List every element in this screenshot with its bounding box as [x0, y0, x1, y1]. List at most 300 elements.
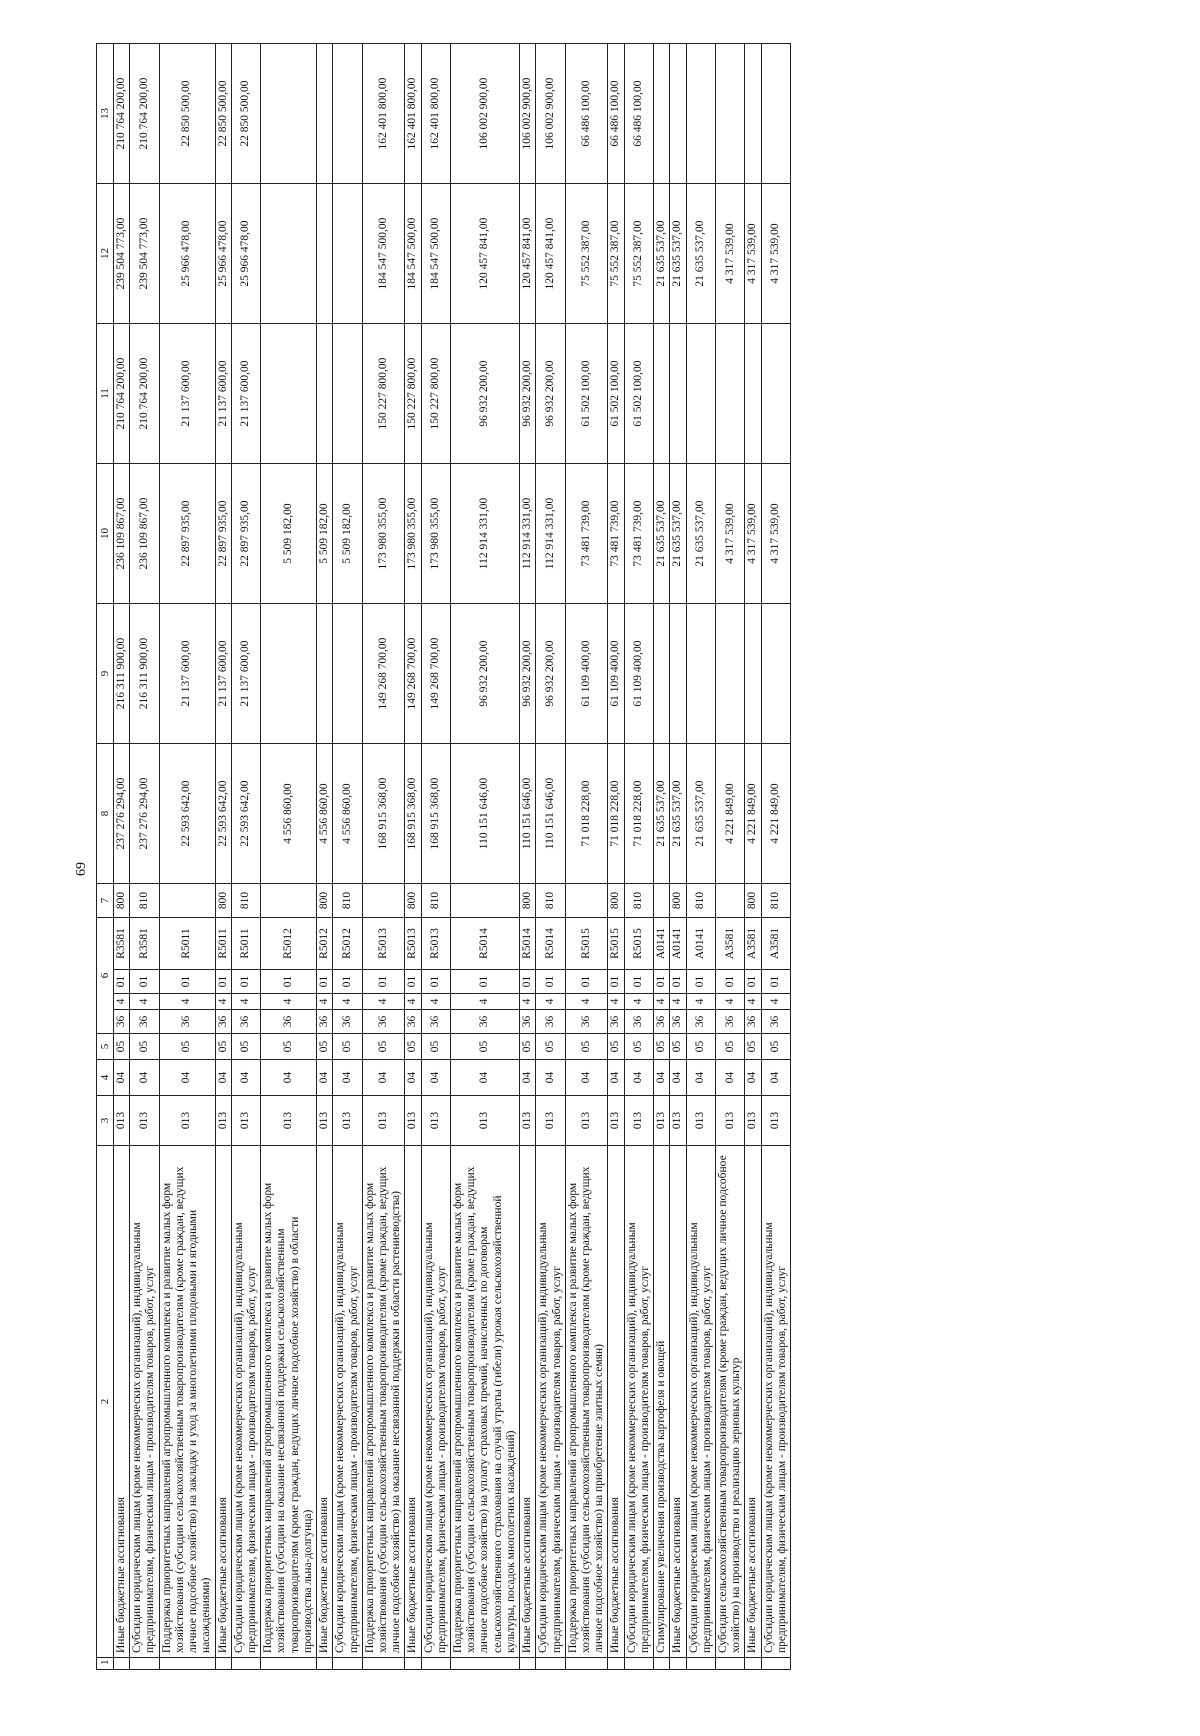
cell-c7 [654, 884, 670, 918]
cell-c3: 013 [261, 1096, 317, 1146]
cell-c10: 21 635 537,00 [654, 464, 670, 604]
table-row [451, 44, 520, 1670]
cell-c4: 04 [686, 1060, 715, 1096]
cell-c5: 05 [215, 1034, 231, 1060]
cell-c10: 73 481 739,00 [608, 464, 624, 604]
row-marker-cell [317, 1658, 333, 1670]
cell-p4: R5015 [608, 918, 624, 970]
row-description: Иные бюджетные ассигнования [317, 1146, 333, 1658]
header-cell-3: 3 [97, 1096, 114, 1146]
cell-c13: 22 850 500,00 [231, 44, 260, 184]
row-description: Субсидии юридическим лицам (кроме некоммерческих организаций), индивидуальным предпринимателям, физическим лицам - производителям товаров, работ, услуг [231, 1146, 260, 1658]
cell-c8: 21 635 537,00 [670, 744, 686, 884]
cell-c13 [686, 44, 715, 184]
cell-p1: 36 [624, 1010, 653, 1034]
cell-c10: 4 317 539,00 [745, 464, 761, 604]
row-marker-cell [536, 1658, 565, 1670]
table-row [362, 44, 405, 1670]
cell-c3: 013 [670, 1096, 686, 1146]
cell-p4: R5012 [333, 918, 362, 970]
cell-p1: 36 [745, 1010, 761, 1034]
cell-c5: 05 [231, 1034, 260, 1060]
cell-c13: 162 401 800,00 [405, 44, 421, 184]
cell-c4: 04 [565, 1060, 608, 1096]
cell-c11 [761, 324, 790, 464]
cell-p1: 36 [761, 1010, 790, 1034]
cell-p1: 36 [130, 1010, 159, 1034]
cell-c9: 61 109 400,00 [608, 604, 624, 744]
row-marker-cell [565, 1658, 608, 1670]
cell-c12: 120 457 841,00 [520, 184, 536, 324]
cell-c12: 25 966 478,00 [215, 184, 231, 324]
header-cell-6: 6 [97, 918, 114, 1034]
row-description: Субсидии юридическим лицам (кроме некоммерческих организаций), индивидуальным предпринимателям, физическим лицам - производителям товаров, работ, услуг [686, 1146, 715, 1658]
cell-c13 [261, 44, 317, 184]
row-marker-cell [261, 1658, 317, 1670]
cell-p3: 01 [317, 970, 333, 994]
cell-c7 [451, 884, 520, 918]
cell-c5: 05 [536, 1034, 565, 1060]
cell-c10: 22 897 935,00 [231, 464, 260, 604]
cell-p3: 01 [114, 970, 130, 994]
cell-c4: 04 [745, 1060, 761, 1096]
cell-c12: 21 635 537,00 [654, 184, 670, 324]
cell-p1: 36 [686, 1010, 715, 1034]
cell-p1: 36 [333, 1010, 362, 1034]
table-row [215, 44, 231, 1670]
cell-c7: 800 [215, 884, 231, 918]
cell-p2: 4 [520, 994, 536, 1010]
cell-p3: 01 [624, 970, 653, 994]
cell-c7: 800 [405, 884, 421, 918]
cell-c4: 04 [654, 1060, 670, 1096]
cell-c12: 75 552 387,00 [608, 184, 624, 324]
cell-c10: 5 509 182,00 [317, 464, 333, 604]
cell-c13 [654, 44, 670, 184]
cell-c10: 73 481 739,00 [565, 464, 608, 604]
row-marker-cell [715, 1658, 744, 1670]
cell-p2: 4 [333, 994, 362, 1010]
row-description: Иные бюджетные ассигнования [670, 1146, 686, 1658]
cell-c11: 150 227 800,00 [362, 324, 405, 464]
cell-c9: 216 311 900,00 [130, 604, 159, 744]
table-row [654, 44, 670, 1670]
row-description: Субсидии юридическим лицам (кроме некоммерческих организаций), индивидуальным предпринимателям, физическим лицам - производителям товаров, работ, услуг [624, 1146, 653, 1658]
cell-c12: 184 547 500,00 [405, 184, 421, 324]
cell-p3: 01 [451, 970, 520, 994]
cell-c11: 61 502 100,00 [565, 324, 608, 464]
cell-c12 [261, 184, 317, 324]
cell-c7: 800 [745, 884, 761, 918]
table-row [624, 44, 653, 1670]
cell-c5: 05 [261, 1034, 317, 1060]
cell-c10: 173 980 355,00 [405, 464, 421, 604]
cell-c13: 66 486 100,00 [608, 44, 624, 184]
header-cell-9: 9 [97, 604, 114, 744]
cell-c12: 184 547 500,00 [362, 184, 405, 324]
cell-p3: 01 [231, 970, 260, 994]
table-row [715, 44, 744, 1670]
cell-c13 [333, 44, 362, 184]
cell-c3: 013 [654, 1096, 670, 1146]
row-description: Иные бюджетные ассигнования [745, 1146, 761, 1658]
budget-table [96, 43, 791, 1670]
cell-c5: 05 [608, 1034, 624, 1060]
cell-c4: 04 [405, 1060, 421, 1096]
cell-c8: 71 018 228,00 [624, 744, 653, 884]
table-row [520, 44, 536, 1670]
cell-p4: R3581 [114, 918, 130, 970]
cell-c5: 05 [624, 1034, 653, 1060]
row-marker-cell [333, 1658, 362, 1670]
row-marker-cell [761, 1658, 790, 1670]
cell-p4: R5013 [405, 918, 421, 970]
header-cell-8: 8 [97, 744, 114, 884]
table-row [405, 44, 421, 1670]
cell-c4: 04 [451, 1060, 520, 1096]
cell-p1: 36 [565, 1010, 608, 1034]
cell-c12: 4 317 539,00 [745, 184, 761, 324]
cell-c11 [261, 324, 317, 464]
cell-p1: 36 [159, 1010, 215, 1034]
cell-c8: 110 151 646,00 [536, 744, 565, 884]
cell-c8: 237 276 294,00 [114, 744, 130, 884]
cell-c5: 05 [520, 1034, 536, 1060]
cell-c7 [715, 884, 744, 918]
cell-c10: 112 914 331,00 [451, 464, 520, 604]
cell-c11 [715, 324, 744, 464]
cell-c13 [761, 44, 790, 184]
cell-p2: 4 [608, 994, 624, 1010]
table-row [565, 44, 608, 1670]
table-row [670, 44, 686, 1670]
cell-p4: A3581 [761, 918, 790, 970]
cell-p3: 01 [654, 970, 670, 994]
cell-c7: 810 [686, 884, 715, 918]
cell-c10: 5 509 182,00 [333, 464, 362, 604]
cell-c11: 61 502 100,00 [608, 324, 624, 464]
cell-p2: 4 [715, 994, 744, 1010]
cell-c3: 013 [536, 1096, 565, 1146]
cell-c13: 22 850 500,00 [215, 44, 231, 184]
cell-c8: 110 151 646,00 [520, 744, 536, 884]
cell-c9: 96 932 200,00 [536, 604, 565, 744]
cell-c10: 173 980 355,00 [421, 464, 450, 604]
cell-p2: 4 [362, 994, 405, 1010]
cell-p1: 36 [654, 1010, 670, 1034]
cell-c4: 04 [231, 1060, 260, 1096]
cell-p1: 36 [520, 1010, 536, 1034]
row-description: Субсидии юридическим лицам (кроме некоммерческих организаций), индивидуальным предпринимателям, физическим лицам - производителям товаров, работ, услуг [130, 1146, 159, 1658]
cell-p4: A3581 [745, 918, 761, 970]
cell-c9 [745, 604, 761, 744]
cell-c7: 800 [114, 884, 130, 918]
cell-c9: 21 137 600,00 [215, 604, 231, 744]
cell-c4: 04 [362, 1060, 405, 1096]
cell-c3: 013 [215, 1096, 231, 1146]
row-marker-cell [362, 1658, 405, 1670]
row-marker-cell [114, 1658, 130, 1670]
row-description: Иные бюджетные ассигнования [608, 1146, 624, 1658]
row-description: Субсидии юридическим лицам (кроме некоммерческих организаций), индивидуальным предпринимателям, физическим лицам - производителям товаров, работ, услуг [536, 1146, 565, 1658]
cell-c4: 04 [624, 1060, 653, 1096]
cell-c7: 810 [536, 884, 565, 918]
cell-c9: 21 137 600,00 [231, 604, 260, 744]
cell-c13: 210 764 200,00 [114, 44, 130, 184]
cell-c13 [670, 44, 686, 184]
cell-p2: 4 [745, 994, 761, 1010]
cell-p3: 01 [686, 970, 715, 994]
cell-c3: 013 [317, 1096, 333, 1146]
cell-c3: 013 [520, 1096, 536, 1146]
cell-c13: 66 486 100,00 [624, 44, 653, 184]
row-marker-cell [451, 1658, 520, 1670]
cell-p3: 01 [261, 970, 317, 994]
cell-c10: 4 317 539,00 [715, 464, 744, 604]
cell-c9 [761, 604, 790, 744]
cell-c3: 013 [451, 1096, 520, 1146]
cell-c3: 013 [114, 1096, 130, 1146]
cell-c5: 05 [745, 1034, 761, 1060]
cell-c8: 22 593 642,00 [215, 744, 231, 884]
cell-p2: 4 [624, 994, 653, 1010]
cell-p2: 4 [130, 994, 159, 1010]
table-row [231, 44, 260, 1670]
cell-c7 [159, 884, 215, 918]
table-row [159, 44, 215, 1670]
budget-table-rotated [96, 44, 1096, 1670]
header-cell-7: 7 [97, 884, 114, 918]
row-marker-cell [654, 1658, 670, 1670]
cell-c12: 239 504 773,00 [130, 184, 159, 324]
cell-c4: 04 [520, 1060, 536, 1096]
cell-c7: 810 [761, 884, 790, 918]
cell-c10: 4 317 539,00 [761, 464, 790, 604]
cell-c8: 21 635 537,00 [686, 744, 715, 884]
cell-c4: 04 [159, 1060, 215, 1096]
table-row [761, 44, 790, 1670]
row-description: Иные бюджетные ассигнования [215, 1146, 231, 1658]
cell-c11: 96 932 200,00 [536, 324, 565, 464]
cell-p2: 4 [536, 994, 565, 1010]
cell-c5: 05 [686, 1034, 715, 1060]
page-number: 69 [74, 862, 89, 876]
cell-c8: 71 018 228,00 [608, 744, 624, 884]
cell-c9: 61 109 400,00 [565, 604, 608, 744]
cell-c8: 168 915 368,00 [421, 744, 450, 884]
cell-p4: R5013 [421, 918, 450, 970]
cell-c10: 73 481 739,00 [624, 464, 653, 604]
table-body [97, 44, 791, 1670]
cell-c7: 810 [421, 884, 450, 918]
header-cell-5: 5 [97, 1034, 114, 1060]
cell-c11: 96 932 200,00 [451, 324, 520, 464]
cell-c4: 04 [261, 1060, 317, 1096]
cell-c4: 04 [130, 1060, 159, 1096]
cell-c11: 96 932 200,00 [520, 324, 536, 464]
cell-p1: 36 [317, 1010, 333, 1034]
cell-p4: R5015 [565, 918, 608, 970]
cell-c10: 21 635 537,00 [670, 464, 686, 604]
cell-c5: 05 [451, 1034, 520, 1060]
cell-p3: 01 [536, 970, 565, 994]
cell-c11 [317, 324, 333, 464]
cell-c8: 21 635 537,00 [654, 744, 670, 884]
cell-p4: R5014 [451, 918, 520, 970]
row-description: Субсидии юридическим лицам (кроме некоммерческих организаций), индивидуальным предпринимателям, физическим лицам - производителям товаров, работ, услуг [761, 1146, 790, 1658]
cell-c3: 013 [715, 1096, 744, 1146]
cell-c8: 168 915 368,00 [405, 744, 421, 884]
cell-p4: A0141 [654, 918, 670, 970]
cell-c3: 013 [745, 1096, 761, 1146]
row-description: Поддержка приоритетных направлений агропромышленного комплекса и развитие малых форм хозяйствования (субсидии сельскохозяйственным товаропроизводителям (кроме граждан, ведущих личное подсобное хозяйство) на уплату страховых премий, начисленных по договорам сельскохозяйственного страхования на случай утраты (гибели) урожая сельскохозяйственной культуры, посадок многолетних насаждений) [451, 1146, 520, 1658]
cell-c9: 216 311 900,00 [114, 604, 130, 744]
cell-c12: 4 317 539,00 [761, 184, 790, 324]
cell-c5: 05 [333, 1034, 362, 1060]
cell-p2: 4 [114, 994, 130, 1010]
header-cell-4: 4 [97, 1060, 114, 1096]
cell-c13: 210 764 200,00 [130, 44, 159, 184]
row-description: Иные бюджетные ассигнования [114, 1146, 130, 1658]
cell-p1: 36 [261, 1010, 317, 1034]
cell-c3: 013 [333, 1096, 362, 1146]
table-row [261, 44, 317, 1670]
cell-p4: A0141 [686, 918, 715, 970]
cell-p2: 4 [317, 994, 333, 1010]
cell-c12: 25 966 478,00 [159, 184, 215, 324]
cell-c8: 110 151 646,00 [451, 744, 520, 884]
cell-c5: 05 [362, 1034, 405, 1060]
cell-c8: 4 556 860,00 [333, 744, 362, 884]
cell-c4: 04 [608, 1060, 624, 1096]
header-cell-2: 2 [97, 1146, 114, 1658]
cell-c5: 05 [654, 1034, 670, 1060]
cell-c7: 810 [333, 884, 362, 918]
cell-p3: 01 [761, 970, 790, 994]
row-description: Поддержка приоритетных направлений агропромышленного комплекса и развитие малых форм хозяйствования (субсидии сельскохозяйственным товаропроизводителям (кроме граждан, ведущих личное подсобное хозяйство) на оказание несвязанной поддержки в области растениеводства) [362, 1146, 405, 1658]
cell-c13: 162 401 800,00 [362, 44, 405, 184]
cell-p3: 01 [608, 970, 624, 994]
header-cell-12: 12 [97, 184, 114, 324]
cell-c8: 22 593 642,00 [231, 744, 260, 884]
cell-c3: 013 [624, 1096, 653, 1146]
cell-p3: 01 [159, 970, 215, 994]
cell-c10: 112 914 331,00 [536, 464, 565, 604]
row-marker-cell [624, 1658, 653, 1670]
cell-p1: 36 [215, 1010, 231, 1034]
row-marker-cell [670, 1658, 686, 1670]
cell-c9 [333, 604, 362, 744]
row-description: Поддержка приоритетных направлений агропромышленного комплекса и развитие малых форм хозяйствования (субсидии сельскохозяйственным товаропроизводителям (кроме граждан, ведущих личное подсобное хозяйство) на приобретение элитных семян) [565, 1146, 608, 1658]
cell-c3: 013 [231, 1096, 260, 1146]
cell-p4: R5012 [317, 918, 333, 970]
cell-p2: 4 [670, 994, 686, 1010]
cell-c12: 184 547 500,00 [421, 184, 450, 324]
cell-p1: 36 [608, 1010, 624, 1034]
row-description: Стимулирование увеличения производства картофеля и овощей [654, 1146, 670, 1658]
cell-p4: R3581 [130, 918, 159, 970]
cell-p4: R5012 [261, 918, 317, 970]
cell-p4: R5011 [231, 918, 260, 970]
cell-c4: 04 [421, 1060, 450, 1096]
cell-c8: 237 276 294,00 [130, 744, 159, 884]
cell-p1: 36 [421, 1010, 450, 1034]
cell-c11 [745, 324, 761, 464]
cell-p3: 01 [405, 970, 421, 994]
cell-c12: 21 635 537,00 [686, 184, 715, 324]
cell-c8: 4 221 849,00 [715, 744, 744, 884]
cell-c3: 013 [362, 1096, 405, 1146]
cell-c5: 05 [130, 1034, 159, 1060]
cell-c12 [317, 184, 333, 324]
cell-c8: 4 221 849,00 [745, 744, 761, 884]
cell-c11 [670, 324, 686, 464]
cell-c13 [317, 44, 333, 184]
cell-p1: 36 [536, 1010, 565, 1034]
cell-c3: 013 [565, 1096, 608, 1146]
cell-c12: 75 552 387,00 [565, 184, 608, 324]
cell-c9 [715, 604, 744, 744]
cell-p2: 4 [654, 994, 670, 1010]
cell-c3: 013 [159, 1096, 215, 1146]
cell-c10: 5 509 182,00 [261, 464, 317, 604]
cell-c12: 75 552 387,00 [624, 184, 653, 324]
cell-p4: R5014 [520, 918, 536, 970]
cell-c5: 05 [670, 1034, 686, 1060]
cell-c10: 236 109 867,00 [130, 464, 159, 604]
cell-c13: 106 002 900,00 [520, 44, 536, 184]
cell-p2: 4 [761, 994, 790, 1010]
cell-c11 [654, 324, 670, 464]
cell-c10: 173 980 355,00 [362, 464, 405, 604]
cell-p4: R5011 [215, 918, 231, 970]
cell-p2: 4 [565, 994, 608, 1010]
cell-c9: 96 932 200,00 [451, 604, 520, 744]
cell-p4: R5011 [159, 918, 215, 970]
row-description: Поддержка приоритетных направлений агропромышленного комплекса и развитие малых форм хозяйствования (субсидии сельскохозяйственным товаропроизводителям (кроме граждан, ведущих личное подсобное хозяйство) на закладку и уход за многолетними плодовыми и ягодными насаждениями) [159, 1146, 215, 1658]
cell-c11: 150 227 800,00 [405, 324, 421, 464]
table-row [686, 44, 715, 1670]
cell-c5: 05 [565, 1034, 608, 1060]
row-marker-cell [608, 1658, 624, 1670]
header-cell-1: 1 [97, 1658, 114, 1670]
cell-c9 [654, 604, 670, 744]
cell-c13: 162 401 800,00 [421, 44, 450, 184]
cell-p3: 01 [715, 970, 744, 994]
cell-p1: 36 [405, 1010, 421, 1034]
cell-c5: 05 [761, 1034, 790, 1060]
cell-c4: 04 [536, 1060, 565, 1096]
cell-p2: 4 [451, 994, 520, 1010]
cell-c5: 05 [405, 1034, 421, 1060]
cell-c9 [670, 604, 686, 744]
table-row [608, 44, 624, 1670]
cell-p3: 01 [745, 970, 761, 994]
cell-c12: 4 317 539,00 [715, 184, 744, 324]
cell-c11: 150 227 800,00 [421, 324, 450, 464]
table-row [536, 44, 565, 1670]
row-marker-cell [745, 1658, 761, 1670]
cell-c11 [333, 324, 362, 464]
cell-c7: 810 [624, 884, 653, 918]
row-marker-cell [130, 1658, 159, 1670]
cell-c7: 800 [317, 884, 333, 918]
cell-p3: 01 [362, 970, 405, 994]
cell-p2: 4 [231, 994, 260, 1010]
cell-c8: 4 556 860,00 [261, 744, 317, 884]
cell-c7: 800 [670, 884, 686, 918]
cell-c3: 013 [421, 1096, 450, 1146]
